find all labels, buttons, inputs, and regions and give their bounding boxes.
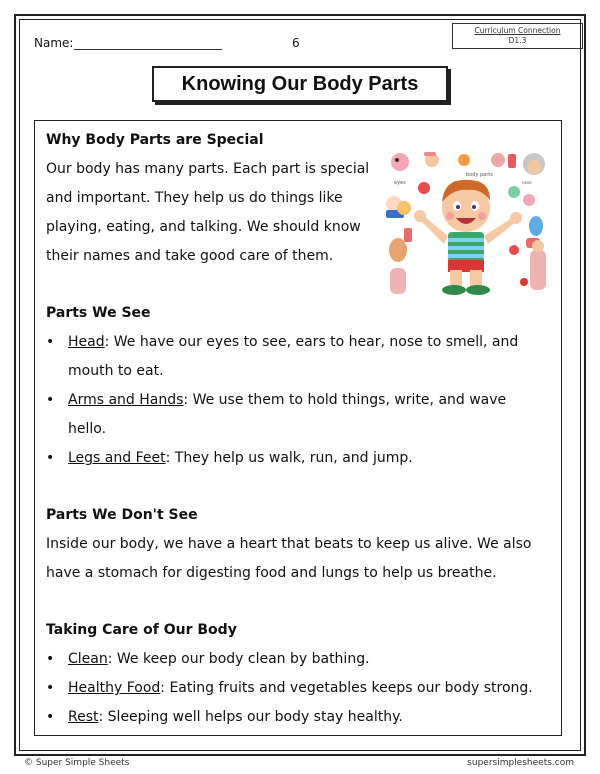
item-text: : Sleeping well helps our body stay healthy. [98, 709, 403, 725]
curriculum-code: D1.3 [508, 36, 527, 45]
label-nose: nose [522, 180, 532, 185]
list-item [68, 709, 403, 725]
term-clean: Clean [68, 651, 108, 667]
list-item [68, 334, 518, 350]
bullet-icon: • [46, 334, 55, 350]
item-text: : We use them to hold things, write, and wave [183, 392, 507, 408]
term-head: Head [68, 334, 105, 350]
label-body-parts: body parts [466, 172, 493, 178]
label-eyes: eyes [394, 180, 406, 186]
bullet-icon: • [46, 651, 55, 667]
name-field-line[interactable] [74, 49, 222, 50]
special-line: their names and take good care of them. [46, 248, 334, 264]
curriculum-title: Curriculum Connection [474, 26, 561, 35]
list-item [68, 450, 413, 466]
section-heading-special: Why Body Parts are Special [46, 132, 264, 148]
name-label: Name: [34, 36, 74, 50]
section-heading-care: Taking Care of Our Body [46, 622, 237, 638]
bullet-icon: • [46, 450, 55, 466]
bullet-icon: • [46, 680, 55, 696]
item-text: : They help us walk, run, and jump. [165, 450, 413, 466]
footer-website-link[interactable]: supersimplesheets.com [467, 758, 574, 768]
term-rest: Rest [68, 709, 99, 725]
footer-copyright: © Super Simple Sheets [24, 758, 130, 768]
list-item [68, 680, 533, 696]
item-continuation: hello. [68, 421, 107, 437]
list-item [68, 392, 506, 408]
item-text: : We keep our body clean by bathing. [107, 651, 370, 667]
item-text: : We have our eyes to see, ears to hear, nose to smell, and [104, 334, 519, 350]
child-body-parts-illustration-icon [384, 150, 552, 300]
page-title: Knowing Our Body Parts [152, 66, 448, 102]
bullet-icon: • [46, 709, 55, 725]
section-heading-see: Parts We See [46, 305, 151, 321]
grade-number: 6 [292, 36, 300, 50]
list-item [68, 651, 370, 667]
term-healthy-food: Healthy Food [68, 680, 161, 696]
term-arms-hands: Arms and Hands [68, 392, 184, 408]
dont-see-line: Inside our body, we have a heart that beats to keep us alive. We also [46, 536, 532, 552]
curriculum-connection-box [452, 23, 583, 49]
special-line: Our body has many parts. Each part is special [46, 161, 370, 177]
bullet-icon: • [46, 392, 55, 408]
dont-see-line: have a stomach for digesting food and lungs to help us breathe. [46, 565, 497, 581]
item-text: : Eating fruits and vegetables keeps our body strong. [160, 680, 533, 696]
item-continuation: mouth to eat. [68, 363, 164, 379]
special-line: playing, eating, and talking. We should know [46, 219, 361, 235]
section-heading-dont-see: Parts We Don't See [46, 507, 198, 523]
special-line: and important. They help us do things like [46, 190, 343, 206]
term-legs-feet: Legs and Feet [68, 450, 166, 466]
